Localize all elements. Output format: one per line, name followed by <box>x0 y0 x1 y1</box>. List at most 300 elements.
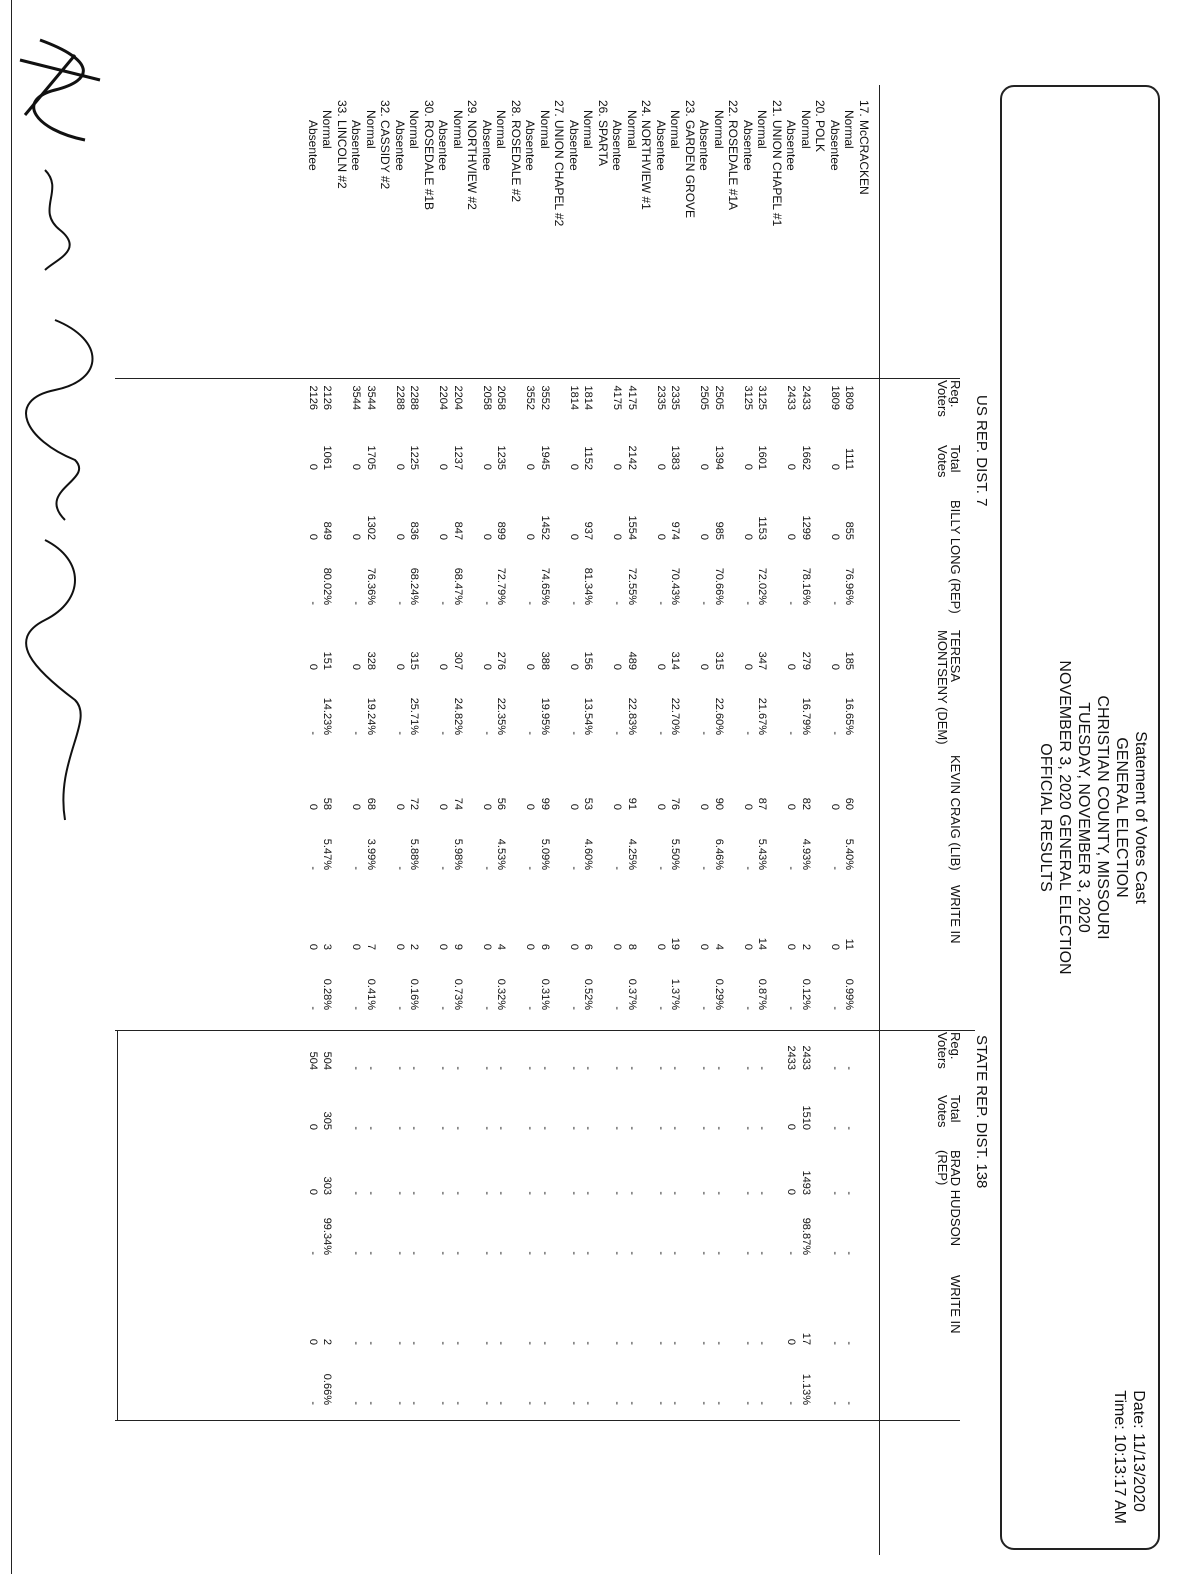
us-rep-cell: 5.50% <box>669 838 682 870</box>
state-rep-cell: 98.87% <box>800 1217 812 1255</box>
state-rep-cell: - <box>785 1401 798 1405</box>
us-rep-cell: 21.67% <box>756 697 769 735</box>
state-rep-cell: - <box>394 1066 406 1070</box>
vote-type-label: Absentee <box>523 120 538 171</box>
state-rep-cell: - <box>626 1251 638 1255</box>
us-rep-cell: - <box>394 866 406 870</box>
us-rep-cell: - <box>742 866 754 870</box>
state-rep-cell: - <box>843 1126 856 1130</box>
us-rep-cell: 3544 <box>365 385 377 410</box>
state-rep-cell: - <box>524 1401 537 1405</box>
state-rep-cell: - <box>756 1401 769 1405</box>
state-rep-cell: - <box>582 1191 595 1195</box>
state-rep-cell: - <box>365 1341 377 1345</box>
us-rep-cell: 4.53% <box>495 838 508 870</box>
us-rep-cell: 0 <box>785 463 798 470</box>
vote-type-label: Normal <box>755 110 770 149</box>
state-rep-cell: - <box>611 1251 624 1255</box>
vote-type-label: Normal <box>494 110 509 149</box>
state-rep-cell: - <box>742 1341 754 1345</box>
state-rep-cell: - <box>350 1066 363 1070</box>
us-rep-cell: 1394 <box>713 445 725 470</box>
state-rep-cell: - <box>568 1401 580 1405</box>
state-column-header: Reg. Voters <box>935 1032 963 1069</box>
us-rep-cell: 1299 <box>800 515 812 540</box>
us-rep-cell: 2 <box>800 943 812 950</box>
state-rep-cell: - <box>394 1251 406 1255</box>
us-rep-cell: 185 <box>843 651 856 670</box>
state-rep-cell: - <box>394 1341 406 1345</box>
state-rep-cell: - <box>611 1191 624 1195</box>
us-rep-cell: - <box>611 866 624 870</box>
state-rep-cell: 504 <box>307 1051 319 1070</box>
state-rep-cell: - <box>408 1251 421 1255</box>
precinct-name: 21. UNION CHAPEL #1 <box>770 100 784 227</box>
us-rep-cell: 78.16% <box>800 567 812 605</box>
us-rep-cell: 2433 <box>800 385 812 410</box>
us-rep-cell: 53 <box>582 797 595 810</box>
state-rep-cell: - <box>582 1341 595 1345</box>
us-rep-cell: 80.02% <box>321 567 334 605</box>
state-rep-cell: - <box>365 1401 377 1405</box>
state-rep-cell: - <box>495 1126 508 1130</box>
us-rep-cell: 0 <box>394 533 406 540</box>
state-rep-cell: - <box>452 1401 464 1405</box>
us-rep-cell: 1809 <box>829 385 841 410</box>
us-rep-cell: 0 <box>307 663 319 670</box>
us-rep-cell: - <box>437 601 450 605</box>
precinct-name: 33. LINCOLN #2 <box>335 100 349 189</box>
state-rep-cell: - <box>495 1401 508 1405</box>
us-rep-cell: 0 <box>655 663 667 670</box>
us-rep-cell: - <box>785 866 798 870</box>
us-rep-cell: 0.32% <box>495 978 508 1010</box>
us-rep-cell: 0 <box>524 803 537 810</box>
us-rep-cell: 899 <box>495 521 508 540</box>
us-rep-cell: 315 <box>713 651 725 670</box>
state-rep-cell: - <box>742 1401 754 1405</box>
us-column-header: TERESA MONTSENY (DEM) <box>935 630 963 745</box>
state-rep-cell: - <box>698 1251 711 1255</box>
us-rep-cell: 0 <box>481 533 493 540</box>
state-rep-cell: 0 <box>785 1188 798 1195</box>
us-rep-cell: - <box>524 731 537 735</box>
state-rep-cell: 99.34% <box>321 1217 334 1255</box>
us-rep-cell: 0 <box>742 533 754 540</box>
us-rep-cell: 1662 <box>800 445 812 470</box>
us-rep-cell: - <box>481 731 493 735</box>
us-rep-cell: 0 <box>785 533 798 540</box>
us-rep-cell: 0 <box>655 533 667 540</box>
state-rep-cell: 2433 <box>785 1045 798 1070</box>
us-column-header: KEVIN CRAIG (LIB) <box>948 755 963 871</box>
us-rep-cell: - <box>698 601 711 605</box>
state-rep-cell: 0 <box>307 1188 319 1195</box>
us-rep-cell: 9 <box>452 943 464 950</box>
us-rep-cell: 0 <box>350 663 363 670</box>
state-rep-cell: - <box>843 1401 856 1405</box>
us-rep-cell: 74 <box>452 797 464 810</box>
us-rep-cell: 0.37% <box>626 978 638 1010</box>
us-rep-cell: 58 <box>321 797 334 810</box>
us-rep-cell: 5.43% <box>756 838 769 870</box>
state-rep-cell: - <box>539 1401 551 1405</box>
state-rep-cell: - <box>756 1191 769 1195</box>
us-column-header: Total Votes <box>935 445 963 478</box>
us-rep-cell: 0.28% <box>321 978 334 1010</box>
precinct-name: 26. SPARTA <box>596 100 610 167</box>
us-rep-cell: 6 <box>582 943 595 950</box>
us-rep-cell: - <box>350 731 363 735</box>
us-rep-cell: 1061 <box>321 445 334 470</box>
state-rep-cell: 1.13% <box>800 1373 812 1405</box>
state-rep-cell: - <box>655 1341 667 1345</box>
state-rep-cell: - <box>524 1341 537 1345</box>
us-rep-cell: 2126 <box>307 385 319 410</box>
us-rep-cell: 0.12% <box>800 978 812 1010</box>
state-rep-cell: - <box>524 1251 537 1255</box>
state-rep-cell: - <box>698 1066 711 1070</box>
us-rep-cell: 4175 <box>611 385 624 410</box>
us-rep-cell: 0 <box>350 463 363 470</box>
us-rep-cell: 847 <box>452 521 464 540</box>
us-rep-cell: 2335 <box>669 385 682 410</box>
us-rep-cell: 0 <box>655 943 667 950</box>
us-rep-cell: 985 <box>713 521 725 540</box>
precinct-name: 20. POLK <box>813 100 828 153</box>
us-rep-cell: 937 <box>582 521 595 540</box>
us-rep-cell: 0 <box>742 943 754 950</box>
state-rep-cell: - <box>655 1191 667 1195</box>
us-rep-cell: - <box>350 601 363 605</box>
title-line: CHRISTIAN COUNTY, MISSOURI <box>1094 695 1111 940</box>
us-rep-cell: 0.29% <box>713 978 725 1010</box>
state-rep-cell: - <box>394 1191 406 1195</box>
title-line: GENERAL ELECTION <box>1113 737 1130 898</box>
us-rep-cell: 0 <box>698 803 711 810</box>
us-rep-cell: 19.24% <box>365 697 377 735</box>
vote-type-label: Absentee <box>654 120 668 171</box>
state-rep-cell: - <box>365 1251 377 1255</box>
us-rep-cell: 60 <box>843 797 856 810</box>
us-column-header: Reg. Voters <box>935 380 963 417</box>
state-rep-cell: - <box>495 1341 508 1345</box>
vote-type-label: Absentee <box>436 120 451 171</box>
state-rep-cell: - <box>524 1126 537 1130</box>
us-rep-cell: 68.24% <box>408 567 421 605</box>
us-rep-cell: 0 <box>698 463 711 470</box>
us-rep-cell: 0 <box>524 663 537 670</box>
state-rep-cell: - <box>350 1401 363 1405</box>
state-rep-cell: - <box>452 1341 464 1345</box>
us-rep-cell: - <box>655 731 667 735</box>
title-line: Statement of Votes Cast <box>1132 731 1149 904</box>
us-rep-cell: 4 <box>495 943 508 950</box>
us-rep-cell: - <box>829 1006 841 1010</box>
us-rep-cell: - <box>829 866 841 870</box>
us-rep-cell: 19.95% <box>539 697 551 735</box>
state-rep-cell: - <box>408 1066 421 1070</box>
us-rep-cell: - <box>785 1006 798 1010</box>
us-rep-cell: 1153 <box>756 516 769 540</box>
us-rep-cell: 315 <box>408 651 421 670</box>
us-rep-cell: 0 <box>437 943 450 950</box>
us-rep-cell: 68 <box>365 797 377 810</box>
report-datetime <box>1110 1390 1148 1524</box>
official-signatures <box>15 20 115 840</box>
us-rep-cell: 1554 <box>626 515 638 540</box>
us-rep-cell: 3.99% <box>365 838 377 870</box>
us-column-header: BILLY LONG (REP) <box>948 500 963 614</box>
precinct-name: 32. CASSIDY #2 <box>378 100 393 190</box>
us-rep-cell: 1809 <box>843 385 856 410</box>
us-rep-cell: 1945 <box>539 445 551 470</box>
us-rep-cell: 0 <box>785 803 798 810</box>
us-rep-cell: 4175 <box>626 385 638 410</box>
us-rep-cell: 0 <box>481 463 493 470</box>
us-rep-cell: 388 <box>539 651 551 670</box>
state-rep-cell: - <box>829 1191 841 1195</box>
us-rep-cell: 14.23% <box>321 697 334 735</box>
state-rep-cell: - <box>365 1191 377 1195</box>
us-rep-cell: 0 <box>785 663 798 670</box>
report-date: Date: 11/13/2020 <box>1130 1390 1147 1512</box>
us-rep-cell: 0.16% <box>408 978 421 1010</box>
state-rep-cell: - <box>408 1401 421 1405</box>
report-title <box>1036 87 1150 1548</box>
state-rep-cell: - <box>698 1191 711 1195</box>
state-rep-cell: - <box>481 1401 493 1405</box>
state-rep-cell: - <box>655 1401 667 1405</box>
state-rep-cell: - <box>582 1401 595 1405</box>
state-rep-cell: - <box>394 1401 406 1405</box>
state-rep-cell: - <box>524 1191 537 1195</box>
us-rep-cell: 307 <box>452 651 464 670</box>
us-rep-cell: 24.82% <box>452 697 464 735</box>
state-rep-cell: - <box>437 1066 450 1070</box>
state-rep-cell: - <box>829 1401 841 1405</box>
state-rep-cell: 1510 <box>800 1105 812 1130</box>
state-rep-cell: - <box>568 1066 580 1070</box>
state-rep-cell: - <box>756 1251 769 1255</box>
state-rep-cell: - <box>539 1066 551 1070</box>
us-rep-cell: 0 <box>394 943 406 950</box>
us-rep-cell: 1814 <box>568 385 580 410</box>
us-rep-cell: - <box>698 1006 711 1010</box>
state-rep-cell: - <box>785 1251 798 1255</box>
title-line: OFFICIAL RESULTS <box>1037 743 1054 892</box>
state-rep-cell: - <box>582 1251 595 1255</box>
state-rep-cell: 17 <box>800 1332 812 1345</box>
us-rep-cell: - <box>611 601 624 605</box>
us-rep-cell: 3552 <box>524 385 537 410</box>
state-rep-cell: - <box>756 1066 769 1070</box>
vote-type-label: Normal <box>712 110 726 149</box>
us-rep-cell: 22.35% <box>495 697 508 735</box>
state-rep-cell: - <box>829 1341 841 1345</box>
state-rep-cell: - <box>408 1126 421 1130</box>
state-rep-cell: - <box>350 1126 363 1130</box>
us-rep-cell: 14 <box>756 937 769 950</box>
vote-type-label: Normal <box>842 110 857 149</box>
us-rep-cell: 4 <box>713 943 725 950</box>
us-rep-cell: - <box>524 601 537 605</box>
state-rep-cell: - <box>698 1341 711 1345</box>
us-rep-cell: 16.65% <box>843 697 856 735</box>
us-rep-cell: - <box>481 1006 493 1010</box>
us-rep-cell: - <box>350 1006 363 1010</box>
state-rep-cell: - <box>742 1126 754 1130</box>
us-rep-cell: 2433 <box>785 385 798 410</box>
vote-type-label: Absentee <box>349 120 364 171</box>
us-rep-cell: 1814 <box>582 385 595 410</box>
us-rep-cell: 2288 <box>394 385 406 410</box>
us-rep-cell: 0 <box>698 943 711 950</box>
us-rep-cell: 0.31% <box>539 978 551 1010</box>
us-rep-cell: 151 <box>321 651 334 670</box>
state-rep-cell: - <box>495 1191 508 1195</box>
title-line: TUESDAY, NOVEMBER 3, 2020 <box>1075 702 1092 933</box>
vote-type-label: Normal <box>668 110 683 149</box>
us-rep-cell: 0 <box>481 663 493 670</box>
us-rep-cell: 1152 <box>582 446 595 470</box>
us-rep-cell: 2335 <box>655 385 667 410</box>
state-rep-cell: - <box>829 1066 841 1070</box>
state-rep-cell: 504 <box>321 1051 334 1070</box>
us-rep-cell: 82 <box>800 797 812 810</box>
us-rep-cell: 19 <box>669 937 682 950</box>
state-rep-cell: - <box>669 1191 682 1195</box>
vote-type-label: Absentee <box>828 120 842 171</box>
us-rep-cell: 0 <box>568 533 580 540</box>
state-rep-cell: - <box>756 1126 769 1130</box>
us-rep-cell: 1601 <box>756 445 769 470</box>
state-rep-cell: - <box>713 1126 725 1130</box>
us-rep-cell: 0 <box>394 463 406 470</box>
us-rep-cell: 156 <box>582 651 595 670</box>
us-rep-cell: 7 <box>365 943 377 950</box>
us-column-header: WRITE IN <box>948 885 963 944</box>
us-rep-cell: 0 <box>611 533 624 540</box>
us-rep-cell: 0 <box>568 463 580 470</box>
us-rep-cell: 836 <box>408 521 421 540</box>
us-rep-cell: 0 <box>829 803 841 810</box>
state-rep-cell: - <box>713 1191 725 1195</box>
state-rep-cell: - <box>582 1126 595 1130</box>
precinct-name: 29. NORTHVIEW #2 <box>465 100 480 210</box>
us-rep-cell: 0.52% <box>582 978 595 1010</box>
us-rep-cell: 855 <box>843 521 856 540</box>
state-rep-cell: - <box>669 1126 682 1130</box>
state-column-header: BRAD HUDSON (REP) <box>935 1150 963 1247</box>
state-rep-cell: - <box>843 1251 856 1255</box>
us-rep-cell: 347 <box>756 651 769 670</box>
us-rep-cell: 5.47% <box>321 838 334 870</box>
state-rep-cell: 0.66% <box>321 1373 334 1405</box>
us-rep-cell: 1237 <box>452 445 464 470</box>
precinct-name: 22. ROSEDALE #1A <box>726 100 741 211</box>
state-rep-cell: - <box>452 1066 464 1070</box>
us-rep-cell: 3125 <box>756 385 769 410</box>
us-rep-cell: 25.71% <box>408 697 421 735</box>
us-rep-cell: - <box>307 601 319 605</box>
state-rep-cell: - <box>481 1126 493 1130</box>
us-rep-cell: 974 <box>669 521 682 540</box>
us-rep-cell: 72.79% <box>495 567 508 605</box>
state-rep-cell: - <box>495 1251 508 1255</box>
us-rep-cell: - <box>481 601 493 605</box>
vote-type-label: Normal <box>451 110 465 149</box>
state-rep-cell: - <box>626 1341 638 1345</box>
us-rep-cell: - <box>698 866 711 870</box>
us-rep-cell: 0 <box>524 943 537 950</box>
header-divider <box>879 85 880 1555</box>
us-rep-cell: 0.87% <box>756 978 769 1010</box>
us-rep-cell: 0 <box>350 533 363 540</box>
state-rep-cell: - <box>843 1191 856 1195</box>
state-rep-cell: - <box>568 1126 580 1130</box>
state-rep-cell: - <box>307 1251 319 1255</box>
us-rep-cell: - <box>394 1006 406 1010</box>
state-rep-cell: - <box>437 1251 450 1255</box>
state-rep-cell: - <box>611 1126 624 1130</box>
us-rep-cell: 99 <box>539 797 551 810</box>
state-rep-cell: - <box>843 1341 856 1345</box>
us-rep-cell: 22.83% <box>626 697 638 735</box>
us-rep-cell: - <box>481 866 493 870</box>
us-rep-cell: 6.46% <box>713 838 725 870</box>
state-rep-cell: - <box>582 1066 595 1070</box>
precinct-name: 27. UNION CHAPEL #2 <box>552 100 567 227</box>
us-rep-cell: 72.55% <box>626 567 638 605</box>
us-rep-cell: 0 <box>698 663 711 670</box>
us-rep-cell: 8 <box>626 943 638 950</box>
state-rep-cell: - <box>437 1341 450 1345</box>
state-rep-cell: - <box>626 1126 638 1130</box>
state-rep-cell: 303 <box>321 1176 334 1195</box>
state-rep-cell: - <box>437 1191 450 1195</box>
state-rep-cell: - <box>350 1191 363 1195</box>
us-rep-cell: 2505 <box>713 385 725 410</box>
us-rep-cell: 276 <box>495 651 508 670</box>
state-rep-cell: - <box>713 1066 725 1070</box>
state-rep-cell: 2 <box>321 1338 334 1345</box>
state-rep-cell: 2433 <box>800 1045 812 1070</box>
us-rep-cell: 22.70% <box>669 697 682 735</box>
us-rep-cell: 22.60% <box>713 697 725 735</box>
us-rep-cell: 0 <box>568 943 580 950</box>
us-rep-cell: 0 <box>829 663 841 670</box>
vote-type-label: Normal <box>364 110 378 149</box>
us-rep-cell: 74.65% <box>539 567 551 605</box>
state-rep-cell: - <box>626 1401 638 1405</box>
us-rep-cell: - <box>785 601 798 605</box>
state-rep-cell: - <box>698 1401 711 1405</box>
us-rep-cell: - <box>524 866 537 870</box>
us-rep-cell: 0 <box>829 943 841 950</box>
us-rep-cell: - <box>568 1006 580 1010</box>
us-rep-cell: 0 <box>307 533 319 540</box>
vote-type-label: Normal <box>407 110 422 149</box>
us-rep-cell: 72.02% <box>756 567 769 605</box>
us-rep-cell: 0 <box>698 533 711 540</box>
state-rep-cell: - <box>611 1066 624 1070</box>
state-rep-cell: - <box>611 1341 624 1345</box>
us-rep-cell: 489 <box>626 651 638 670</box>
us-rep-cell: - <box>829 601 841 605</box>
us-rep-cell: 2142 <box>626 445 638 470</box>
vote-type-label: Normal <box>538 110 552 149</box>
